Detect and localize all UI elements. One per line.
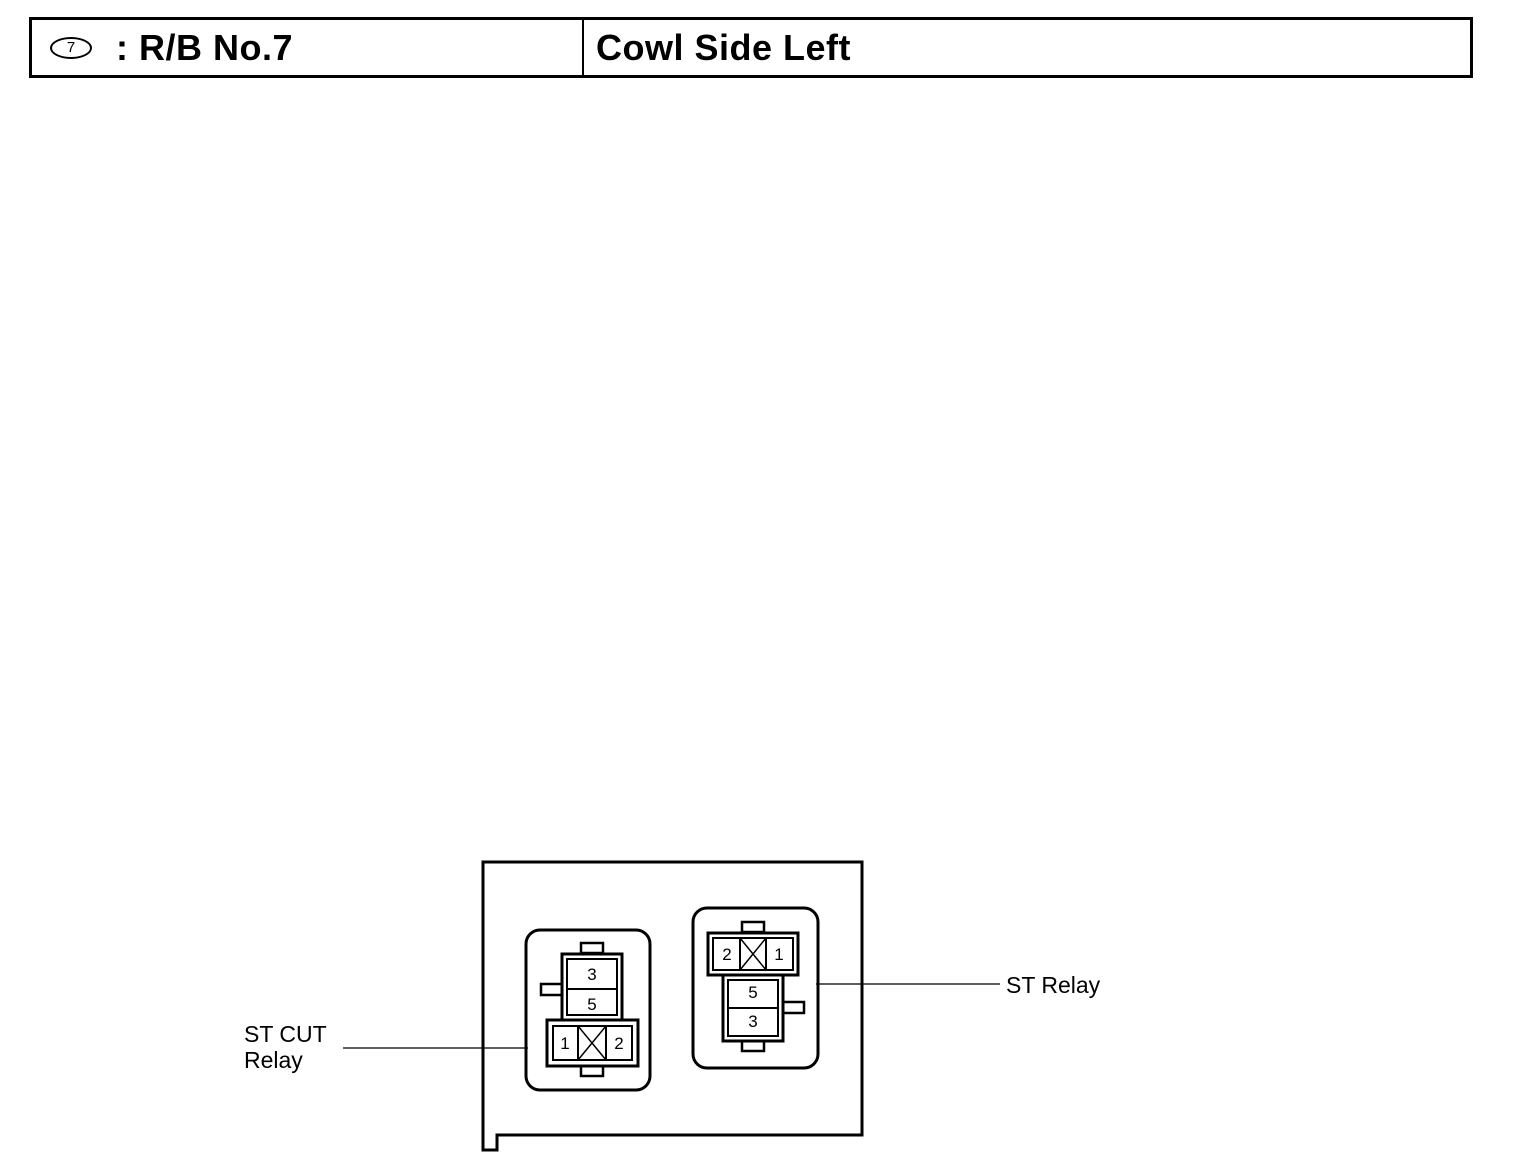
location-title: Cowl Side Left	[596, 26, 852, 68]
st-terminal-3: 3	[748, 1012, 758, 1031]
st-terminal-5: 5	[748, 983, 758, 1002]
badge-number: 7	[66, 39, 76, 56]
st-terminal-2: 2	[722, 945, 732, 964]
st-cut-relay-label-line1: ST CUT	[244, 1021, 327, 1047]
st-cut-terminal-2: 2	[614, 1034, 624, 1053]
st-cut-terminal-5: 5	[587, 995, 597, 1014]
st-cut-relay-label-line2: Relay	[244, 1047, 303, 1073]
relay-block-title: : R/B No.7	[116, 26, 294, 68]
st-cut-terminal-3: 3	[587, 965, 597, 984]
st-relay-label: ST Relay	[1006, 972, 1101, 998]
st-cut-terminal-1: 1	[560, 1034, 570, 1053]
st-terminal-1: 1	[774, 945, 784, 964]
